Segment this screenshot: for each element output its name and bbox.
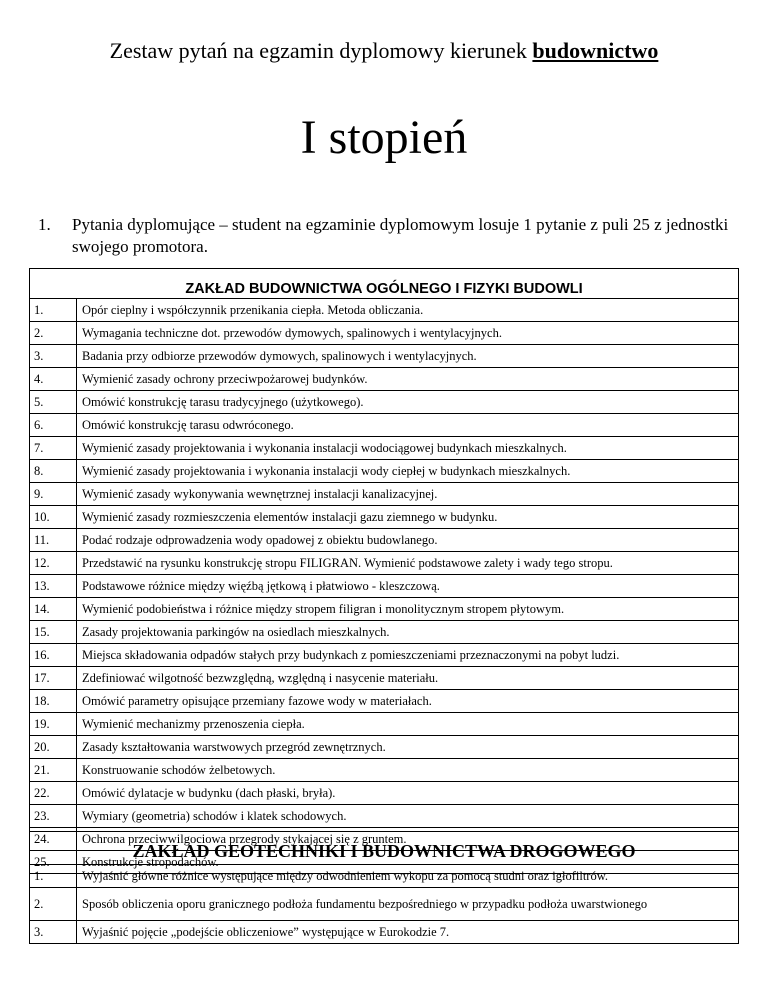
table-row <box>30 736 739 759</box>
question-text: Ochrona przeciwwilgociowa przegrody stykającej się z gruntem. <box>77 828 739 851</box>
question-number: 12. <box>30 552 77 575</box>
questions-table-general-construction <box>29 268 739 874</box>
question-number: 3. <box>30 921 77 944</box>
question-number: 24. <box>30 828 77 851</box>
table-row <box>30 529 739 552</box>
question-text: Wymienić zasady wykonywania wewnętrznej instalacji kanalizacyjnej. <box>77 483 739 506</box>
question-number: 20. <box>30 736 77 759</box>
question-text: Omówić konstrukcję tarasu odwróconego. <box>77 414 739 437</box>
question-number: 13. <box>30 575 77 598</box>
table-row <box>30 437 739 460</box>
question-number: 4. <box>30 368 77 391</box>
intro-paragraph <box>38 214 738 258</box>
question-number: 17. <box>30 667 77 690</box>
table-row <box>30 598 739 621</box>
table-row <box>30 644 739 667</box>
question-text: Opór cieplny i współczynnik przenikania ciepła. Metoda obliczania. <box>77 299 739 322</box>
question-text: Przedstawić na rysunku konstrukcję stropu FILIGRAN. Wymienić podstawowe zalety i wady tego stropu. <box>77 552 739 575</box>
question-text: Badania przy odbiorze przewodów dymowych, spalinowych i wentylacyjnych. <box>77 345 739 368</box>
table-row <box>30 667 739 690</box>
question-number: 19. <box>30 713 77 736</box>
table-row <box>30 782 739 805</box>
question-text: Sposób obliczenia oporu granicznego podłoża fundamentu bezpośredniego w przypadku podłoża uwarstwionego <box>77 888 739 921</box>
document-header <box>0 38 768 64</box>
table-row <box>30 690 739 713</box>
question-text: Wyjaśnić główne różnice występujące między odwodnieniem wykopu za pomocą studni oraz igłofiltrów. <box>77 865 739 888</box>
question-text: Omówić parametry opisujące przemiany fazowe wody w materiałach. <box>77 690 739 713</box>
question-text: Konstruowanie schodów żelbetowych. <box>77 759 739 782</box>
question-number: 1. <box>30 299 77 322</box>
question-number: 9. <box>30 483 77 506</box>
header-text: Zestaw pytań na egzamin dyplomowy kierunek <box>109 38 533 63</box>
question-text: Wymiary (geometria) schodów i klatek schodowych. <box>77 805 739 828</box>
question-number: 8. <box>30 460 77 483</box>
table-row <box>30 621 739 644</box>
questions-table-geotechnics <box>29 831 739 944</box>
table-row <box>30 368 739 391</box>
table-row <box>30 322 739 345</box>
question-number: 15. <box>30 621 77 644</box>
question-number: 1. <box>30 865 77 888</box>
question-text: Podstawowe różnice między więźbą jętkową i płatwiowo - kleszczową. <box>77 575 739 598</box>
question-number: 22. <box>30 782 77 805</box>
table-row <box>30 713 739 736</box>
question-number: 18. <box>30 690 77 713</box>
question-number: 21. <box>30 759 77 782</box>
table-row <box>30 575 739 598</box>
question-number: 10. <box>30 506 77 529</box>
question-text: Wymienić mechanizmy przenoszenia ciepła. <box>77 713 739 736</box>
intro-text: Pytania dyplomujące – student na egzaminie dyplomowym losuje 1 pytanie z puli 25 z jednostki swojego promotora. <box>72 215 729 256</box>
table-row <box>30 460 739 483</box>
question-number: 2. <box>30 888 77 921</box>
question-number: 7. <box>30 437 77 460</box>
table-row <box>30 552 739 575</box>
question-text: Zdefiniować wilgotność bezwzględną, względną i nasycenie materiału. <box>77 667 739 690</box>
table-row <box>30 805 739 828</box>
table-row <box>30 888 739 921</box>
table-row <box>30 921 739 944</box>
table-row <box>30 865 739 888</box>
question-text: Wyjaśnić pojęcie „podejście obliczeniowe” występujące w Eurokodzie 7. <box>77 921 739 944</box>
question-text: Wymienić zasady projektowania i wykonania instalacji wodociągowej budynkach mieszkalnych. <box>77 437 739 460</box>
table-row <box>30 391 739 414</box>
question-number: 23. <box>30 805 77 828</box>
table-row <box>30 506 739 529</box>
question-number: 14. <box>30 598 77 621</box>
question-text: Wymienić zasady projektowania i wykonania instalacji wody ciepłej w budynkach mieszkalnych. <box>77 460 739 483</box>
question-text: Miejsca składowania odpadów stałych przy budynkach z pomieszczeniami przeznaczonymi na pobyt ludzi. <box>77 644 739 667</box>
degree-title: I stopień <box>300 111 468 164</box>
question-number: 16. <box>30 644 77 667</box>
question-text: Wymienić podobieństwa i różnice między stropem filigran i monolitycznym stropem płytowym. <box>77 598 739 621</box>
question-number: 11. <box>30 529 77 552</box>
question-number: 6. <box>30 414 77 437</box>
field-of-study: budownictwo <box>532 38 659 63</box>
table-row <box>30 759 739 782</box>
section-title: ZAKŁAD BUDOWNICTWA OGÓLNEGO I FIZYKI BUDOWLI <box>30 269 739 299</box>
table-row <box>30 483 739 506</box>
question-text: Konstrukcje stropodachów. <box>77 851 739 874</box>
question-text: Podać rodzaje odprowadzenia wody opadowej z obiektu budowlanego. <box>77 529 739 552</box>
question-text: Wymagania techniczne dot. przewodów dymowych, spalinowych i wentylacyjnych. <box>77 322 739 345</box>
question-text: Zasady kształtowania warstwowych przegród zewnętrznych. <box>77 736 739 759</box>
table-row <box>30 345 739 368</box>
intro-number: 1. <box>38 215 51 234</box>
question-text: Zasady projektowania parkingów na osiedlach mieszkalnych. <box>77 621 739 644</box>
table-row <box>30 299 739 322</box>
table-row <box>30 414 739 437</box>
question-text: Wymienić zasady ochrony przeciwpożarowej budynków. <box>77 368 739 391</box>
question-number: 25. <box>30 851 77 874</box>
question-text: Omówić dylatacje w budynku (dach płaski, bryła). <box>77 782 739 805</box>
section-title: ZAKŁAD GEOTECHNIKI I BUDOWNICTWA DROGOWEGO <box>30 832 739 865</box>
question-number: 2. <box>30 322 77 345</box>
question-number: 3. <box>30 345 77 368</box>
question-number: 5. <box>30 391 77 414</box>
question-text: Wymienić zasady rozmieszczenia elementów instalacji gazu ziemnego w budynku. <box>77 506 739 529</box>
question-text: Omówić konstrukcję tarasu tradycyjnego (użytkowego). <box>77 391 739 414</box>
